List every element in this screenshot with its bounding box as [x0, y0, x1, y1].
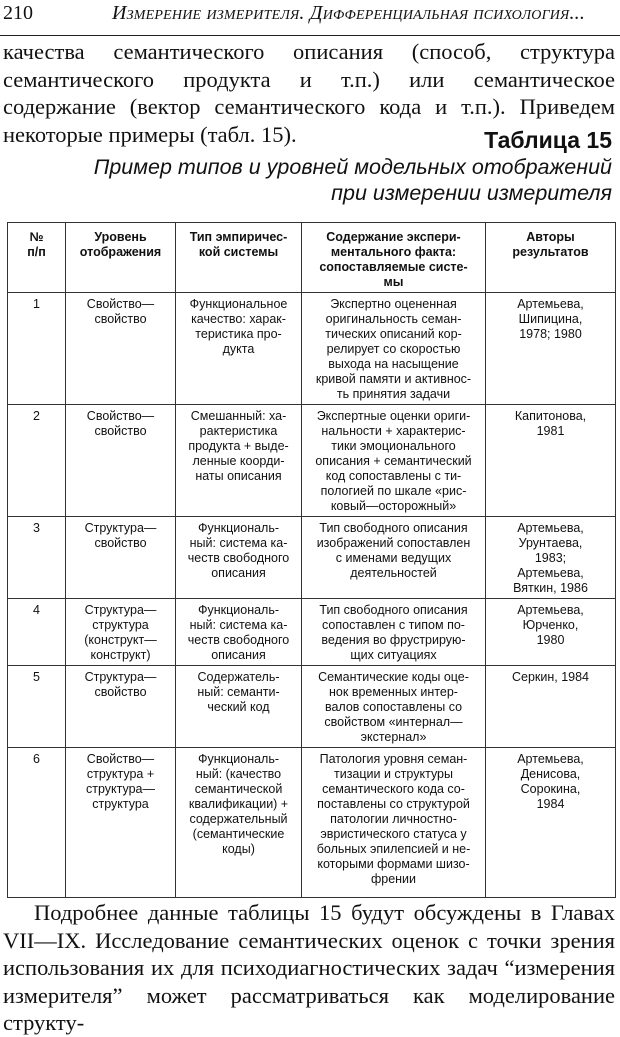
cell-line: качество: харак- [191, 312, 286, 326]
table-row [8, 517, 616, 599]
header-system-type [176, 223, 302, 293]
cell-line: изображений сопоставлен [316, 536, 471, 550]
cell-system-type [176, 517, 302, 599]
cell-line: Функциональ- [197, 521, 280, 535]
cell-line: Авторы [526, 230, 575, 244]
cell-line: свойство [94, 424, 147, 438]
table-row [8, 405, 616, 517]
table-header-row [8, 223, 616, 293]
cell-line: рактеристика [199, 424, 278, 438]
cell-line: п/п [27, 245, 46, 259]
cell-line: Функциональное [189, 297, 288, 311]
cell-line: свойством «интернал— [324, 715, 463, 729]
cell-line: квалификации) + [188, 797, 289, 811]
cell-number [8, 405, 66, 517]
cell-number [8, 293, 66, 405]
cell-line: Свойство— [86, 409, 155, 423]
header-content [302, 223, 486, 293]
cell-line: 1 [33, 297, 40, 311]
cell-line: пологией по шкале «рис- [320, 484, 467, 498]
cell-line: содержательный [189, 812, 288, 826]
cell-line: деятельностей [350, 566, 437, 580]
cell-line: Свойство— [86, 752, 155, 766]
cell-line: 1980 [536, 633, 565, 647]
cell-line: Артемьева, [517, 521, 584, 535]
cell-line: Структура— [84, 603, 157, 617]
cell-level [66, 666, 176, 748]
table-title-line-1: Пример типов и уровней модельных отображений [93, 155, 612, 179]
cell-line: Уровень [94, 230, 147, 244]
cell-line: отображения [79, 245, 162, 259]
cell-line: патологии личностно- [330, 812, 457, 826]
cell-line: Тип эмпиричес- [189, 230, 288, 244]
cell-content [302, 748, 486, 898]
cell-line: Серкин, 1984 [511, 670, 590, 684]
cell-line: Артемьева, [517, 752, 584, 766]
cell-line: нок временных интер- [329, 685, 458, 699]
cell-line: свойство [94, 536, 147, 550]
cell-line: Функциональ- [197, 603, 280, 617]
cell-authors [486, 666, 616, 748]
cell-line: релирует со скоростью [326, 342, 461, 356]
cell-line: Тип свободного описания [319, 603, 468, 617]
cell-system-type [176, 748, 302, 898]
cell-line: свойство [94, 685, 147, 699]
cell-authors [486, 405, 616, 517]
cell-line: 3 [33, 521, 40, 535]
cell-line: нальности + характерис- [321, 424, 466, 438]
cell-line: структура + [86, 767, 155, 781]
cell-line: описания + семантический [315, 454, 472, 468]
cell-line: экстернал» [360, 730, 427, 744]
table-row [8, 293, 616, 405]
cell-line: 6 [33, 752, 40, 766]
cell-authors [486, 517, 616, 599]
cell-line: с именами ведущих [335, 551, 452, 565]
cell-number [8, 666, 66, 748]
cell-line: Структура— [84, 670, 157, 684]
table-number: Таблица 15 [484, 127, 612, 153]
cell-line: кой системы [198, 245, 279, 259]
table-row [8, 748, 616, 898]
cell-line: Функциональ- [197, 752, 280, 766]
cell-line: френии [370, 872, 417, 886]
cell-line: ведения во фрустрирую- [321, 633, 466, 647]
cell-line: 2 [33, 409, 40, 423]
cell-line: 1978; 1980 [519, 327, 582, 341]
cell-line: валов сопоставлены со [324, 700, 463, 714]
cell-number [8, 748, 66, 898]
cell-line: эвристического статуса у [320, 827, 467, 841]
cell-level [66, 599, 176, 666]
cell-line: Артемьева, [517, 566, 584, 580]
cell-line: Юрченко, [522, 618, 579, 632]
cell-line: 1983; [534, 551, 567, 565]
cell-line: Артемьева, [517, 603, 584, 617]
header-number [8, 223, 66, 293]
cell-line: Вяткин, 1986 [513, 581, 588, 595]
cell-level [66, 517, 176, 599]
cell-line: Свойство— [86, 297, 155, 311]
model-mapping-table [7, 222, 616, 898]
cell-line: Смешанный: ха- [190, 409, 287, 423]
cell-line: (конструкт— [84, 633, 157, 647]
cell-line: честв свободного [187, 633, 290, 647]
cell-line: мы [383, 275, 404, 289]
cell-line: Артемьева, [517, 297, 584, 311]
cell-number [8, 599, 66, 666]
cell-line: структура [92, 618, 149, 632]
cell-line: наты описания [195, 469, 282, 483]
cell-line: 1984 [536, 797, 565, 811]
cell-line: тизации и структуры [333, 767, 453, 781]
cell-authors [486, 748, 616, 898]
cell-line: 4 [33, 603, 40, 617]
cell-line: (семантические [192, 827, 285, 841]
cell-content [302, 293, 486, 405]
cell-line: Тип свободного описания [319, 521, 468, 535]
table-title-line-2: при измерении измерителя [331, 181, 612, 205]
cell-line: Содержание экспери- [326, 230, 461, 244]
header-level [66, 223, 176, 293]
cell-line: результатов [512, 245, 589, 259]
cell-line: Денисова, [520, 767, 581, 781]
cell-line: щих ситуациях [350, 648, 437, 662]
table-row [8, 599, 616, 666]
cell-line: Семантические коды оце- [318, 670, 469, 684]
cell-line: оригинальность семан- [325, 312, 462, 326]
page-number: 210 [3, 2, 33, 24]
cell-content [302, 666, 486, 748]
cell-line: № [29, 230, 44, 244]
cell-line: ментального факта: [330, 245, 457, 259]
cell-line: ческий код [207, 700, 270, 714]
cell-line: описания [211, 566, 266, 580]
cell-level [66, 748, 176, 898]
cell-line: ть принятия задачи [336, 387, 451, 401]
cell-line: дукта [222, 342, 255, 356]
cell-line: теристика про- [195, 327, 282, 341]
cell-line: ный: семанти- [197, 685, 280, 699]
cell-line: тических описаний кор- [325, 327, 462, 341]
cell-line: честв свободного [187, 551, 290, 565]
cell-line: Экспертные оценки ориги- [316, 409, 471, 423]
cell-line: 5 [33, 670, 40, 684]
cell-line: семантического кода со- [322, 782, 465, 796]
cell-line: выхода на насыщение [328, 357, 459, 371]
cell-line: структура [92, 797, 149, 811]
cell-authors [486, 293, 616, 405]
cell-system-type [176, 405, 302, 517]
cell-line: тики эмоционального [331, 439, 456, 453]
header-authors [486, 223, 616, 293]
cell-line: продукта + выде- [188, 439, 289, 453]
cell-line: свойство [94, 312, 147, 326]
cell-system-type [176, 666, 302, 748]
cell-line: структура— [85, 782, 156, 796]
cell-line: Содержатель- [197, 670, 280, 684]
cell-content [302, 517, 486, 599]
running-title: Измерение измерителя. Дифференциальная психология... [112, 2, 586, 24]
cell-line: кривой памяти и активнос- [315, 372, 472, 386]
cell-line: код сопоставлены с ти- [325, 469, 462, 483]
cell-line: коды) [222, 842, 255, 856]
cell-line: ковый—осторожный» [330, 499, 457, 513]
intro-paragraph: качества семантического описания (способ, структура семантического продукта и т.п.) или семантическое содержание (вектор семантического кода и т.п.). Приведем некоторые примеры (табл. 15). [3, 39, 615, 147]
cell-line: Экспертно оцененная [330, 297, 457, 311]
cell-line: ный: (качество [195, 767, 282, 781]
cell-line: поставлены со структурой [317, 797, 470, 811]
cell-line: конструкт) [90, 648, 151, 662]
cell-line: описания [211, 648, 266, 662]
cell-line: ный: система ка- [189, 618, 288, 632]
cell-level [66, 405, 176, 517]
cell-content [302, 405, 486, 517]
cell-level [66, 293, 176, 405]
cell-system-type [176, 293, 302, 405]
cell-line: 1981 [536, 424, 565, 438]
running-header [0, 0, 620, 36]
cell-line: ный: система ка- [189, 536, 288, 550]
cell-line: семантической [194, 782, 283, 796]
cell-authors [486, 599, 616, 666]
cell-content [302, 599, 486, 666]
cell-line: сопоставлен с типом по- [322, 618, 465, 632]
closing-paragraph: Подробнее данные таблицы 15 будут обсуждены в Главах VII—IX. Исследование семантических оценок с точки зрения использования их для психодиагностических задач “измерения измерителя” может рассматриваться как моделирование структу- [3, 900, 615, 1035]
cell-line: ленные коорди- [192, 454, 285, 468]
cell-line: Шипицина, [518, 312, 583, 326]
cell-system-type [176, 599, 302, 666]
cell-line: Структура— [84, 521, 157, 535]
cell-line: Патология уровня семан- [319, 752, 468, 766]
cell-line: которыми формами шизо- [317, 857, 470, 871]
cell-line: Капитонова, [514, 409, 587, 423]
cell-line: больных эпилепсией и не- [316, 842, 471, 856]
cell-line: сопоставляемые систе- [319, 260, 468, 274]
cell-number [8, 517, 66, 599]
table-row [8, 666, 616, 748]
table-caption [12, 126, 612, 206]
cell-line: Урунтаева, [518, 536, 583, 550]
cell-line: Сорокина, [520, 782, 581, 796]
